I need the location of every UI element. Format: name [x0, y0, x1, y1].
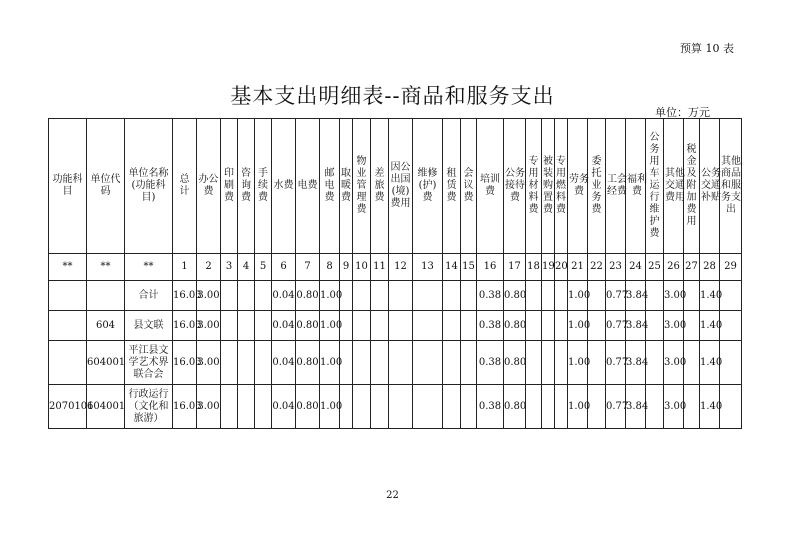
number-cell: 14 [443, 254, 461, 281]
data-cell [371, 281, 389, 311]
number-cell: 10 [353, 254, 371, 281]
table-row [49, 311, 742, 341]
number-cell: 6 [272, 254, 296, 281]
data-cell: 1.00 [320, 341, 340, 385]
header-row [49, 119, 742, 254]
data-cell: 0.77 [606, 281, 626, 311]
unit-label: 单位：万元 [655, 106, 710, 119]
number-cell: 12 [389, 254, 413, 281]
table-row [49, 281, 742, 311]
number-cell: 22 [588, 254, 606, 281]
data-cell [389, 341, 413, 385]
number-cell: 13 [413, 254, 443, 281]
header-cell: 被装购置费 [543, 156, 553, 215]
data-cell [238, 281, 255, 311]
data-cell [371, 385, 389, 429]
data-cell [646, 281, 664, 311]
number-cell: 26 [664, 254, 684, 281]
data-cell [461, 281, 477, 311]
header-cell: 维修(护)费 [417, 168, 438, 203]
data-cell [542, 311, 555, 341]
header-cell: 专用材料费 [528, 156, 539, 215]
data-cell: 3.00 [197, 385, 221, 429]
data-cell [371, 341, 389, 385]
data-cell [646, 311, 664, 341]
data-cell [526, 281, 542, 311]
data-cell [443, 311, 461, 341]
data-cell [542, 341, 555, 385]
data-cell: 0.38 [477, 281, 504, 311]
data-cell [555, 281, 568, 311]
header-cell: 专用燃料费 [556, 156, 566, 215]
data-cell: 0.04 [272, 385, 296, 429]
data-cell [255, 341, 272, 385]
data-cell: 0.38 [477, 311, 504, 341]
header-cell: 单位代码 [90, 174, 121, 197]
number-cell: 5 [255, 254, 272, 281]
data-cell [221, 341, 238, 385]
data-cell [49, 311, 87, 341]
number-cell: 16 [477, 254, 504, 281]
data-cell: 0.80 [504, 341, 526, 385]
data-cell [413, 281, 443, 311]
data-cell: 3.84 [626, 281, 646, 311]
data-cell [461, 385, 477, 429]
number-cell: 29 [720, 254, 742, 281]
data-cell [255, 311, 272, 341]
number-cell: 21 [568, 254, 588, 281]
data-cell: 3.00 [664, 341, 684, 385]
data-cell [443, 281, 461, 311]
data-cell [413, 341, 443, 385]
data-cell: 合计 [125, 281, 173, 311]
data-cell: 行政运行（文化和旅游） [125, 385, 173, 429]
data-cell: 16.03 [173, 341, 197, 385]
data-cell [353, 311, 371, 341]
header-cell: 咨询费 [241, 168, 251, 203]
header-cell: 总计 [179, 174, 190, 197]
data-cell: 0.80 [296, 311, 320, 341]
data-cell [646, 385, 664, 429]
data-cell: 0.04 [272, 341, 296, 385]
data-cell: 0.80 [296, 281, 320, 311]
header-cell: 取暖费 [341, 168, 351, 203]
data-cell [720, 311, 742, 341]
header-cell: 公务接待费 [505, 168, 525, 203]
data-cell [646, 341, 664, 385]
number-cell: 17 [504, 254, 526, 281]
number-cell: 24 [626, 254, 646, 281]
data-cell [588, 281, 606, 311]
number-cell: 28 [700, 254, 720, 281]
header-cell: 电费 [297, 180, 318, 191]
header-cell: 工会经费 [607, 174, 627, 197]
header-cell: 公务交通补贴 [701, 168, 721, 203]
number-cell: 20 [555, 254, 568, 281]
data-cell [353, 281, 371, 311]
number-cell: 9 [340, 254, 353, 281]
data-cell [588, 385, 606, 429]
data-cell [371, 311, 389, 341]
document-number: 预算 10 表 [680, 42, 734, 55]
data-cell [720, 281, 742, 311]
data-cell: 1.40 [700, 385, 720, 429]
data-cell: 1.00 [320, 385, 340, 429]
data-cell: 0.80 [296, 385, 320, 429]
data-cell [526, 311, 542, 341]
table-row [49, 341, 742, 385]
data-cell: 0.80 [296, 341, 320, 385]
data-cell [255, 281, 272, 311]
data-cell: 1.40 [700, 281, 720, 311]
data-cell: 3.84 [626, 341, 646, 385]
data-cell [255, 385, 272, 429]
number-cell: ** [49, 254, 87, 281]
data-cell: 3.00 [664, 281, 684, 311]
data-cell [720, 385, 742, 429]
data-cell: 16.03 [173, 385, 197, 429]
data-cell: 1.00 [320, 311, 340, 341]
data-cell: 1.00 [320, 281, 340, 311]
data-cell [461, 341, 477, 385]
data-cell [413, 385, 443, 429]
data-cell: 0.80 [504, 311, 526, 341]
number-cell: 4 [238, 254, 255, 281]
data-cell [49, 281, 87, 311]
data-cell: 16.03 [173, 311, 197, 341]
data-cell [353, 385, 371, 429]
data-cell [238, 385, 255, 429]
data-cell: 1.00 [568, 281, 588, 311]
data-cell [555, 311, 568, 341]
data-cell: 县文联 [125, 311, 173, 341]
header-cell: 邮电费 [324, 168, 335, 203]
data-cell: 3.84 [626, 385, 646, 429]
data-cell: 1.00 [568, 341, 588, 385]
number-cell: 3 [221, 254, 238, 281]
data-cell: 1.00 [568, 385, 588, 429]
data-cell [353, 341, 371, 385]
data-cell: 3.00 [197, 281, 221, 311]
data-cell: 1.40 [700, 341, 720, 385]
data-cell: 1.00 [568, 311, 588, 341]
data-cell: 1.40 [700, 311, 720, 341]
header-cell: 福利费 [627, 174, 647, 197]
number-cell: 25 [646, 254, 664, 281]
page-number: 22 [386, 490, 399, 501]
data-cell: 0.77 [606, 341, 626, 385]
data-cell [555, 341, 568, 385]
column-number-row [49, 254, 742, 281]
page-title: 基本支出明细表--商品和服务支出 [230, 84, 555, 108]
data-cell [588, 311, 606, 341]
header-cell: 手续费 [258, 168, 268, 203]
data-cell [542, 385, 555, 429]
data-cell [526, 385, 542, 429]
data-cell [542, 281, 555, 311]
data-cell [87, 281, 125, 311]
header-cell: 功能科目 [52, 174, 83, 197]
data-cell [221, 281, 238, 311]
table-row [49, 385, 742, 429]
data-cell [221, 311, 238, 341]
data-cell [555, 385, 568, 429]
header-cell: 租赁费 [446, 168, 457, 203]
header-cell: 税金及附加费用 [686, 144, 697, 227]
expense-table [48, 118, 742, 429]
data-cell: 0.04 [272, 311, 296, 341]
data-cell [588, 341, 606, 385]
data-cell: 0.38 [477, 385, 504, 429]
data-cell [389, 385, 413, 429]
data-cell: 3.00 [664, 311, 684, 341]
data-cell [389, 281, 413, 311]
data-cell: 平江县文学艺术界联合会 [125, 341, 173, 385]
data-cell [238, 311, 255, 341]
number-cell: ** [125, 254, 173, 281]
data-cell: 0.77 [606, 385, 626, 429]
number-cell: ** [87, 254, 125, 281]
data-cell: 2070101 [49, 385, 87, 429]
header-cell: 印刷费 [224, 168, 234, 203]
header-cell: 委托业务费 [591, 156, 602, 215]
data-cell: 604001 [87, 385, 125, 429]
header-cell: 其他交通费用 [665, 168, 685, 203]
number-cell: 11 [371, 254, 389, 281]
data-cell: 0.80 [504, 281, 526, 311]
data-cell [443, 341, 461, 385]
number-cell: 23 [606, 254, 626, 281]
header-cell: 办公费 [198, 174, 219, 197]
data-cell [526, 341, 542, 385]
data-cell [443, 385, 461, 429]
header-cell: 因公出国(境)费用 [390, 162, 411, 209]
number-cell: 7 [296, 254, 320, 281]
number-cell: 2 [197, 254, 221, 281]
data-cell: 0.80 [504, 385, 526, 429]
header-cell: 水费 [273, 180, 294, 191]
number-cell: 8 [320, 254, 340, 281]
data-cell [221, 385, 238, 429]
data-cell: 0.04 [272, 281, 296, 311]
data-cell: 3.00 [664, 385, 684, 429]
data-cell [461, 311, 477, 341]
header-cell: 公务用车运行维护费 [649, 132, 660, 239]
number-cell: 15 [461, 254, 477, 281]
data-cell: 3.00 [197, 311, 221, 341]
header-cell: 其他商品和服务支出 [721, 156, 741, 215]
data-cell [238, 341, 255, 385]
data-cell: 604001 [87, 341, 125, 385]
number-cell: 19 [542, 254, 555, 281]
header-cell: 会议费 [463, 168, 474, 203]
number-cell: 1 [173, 254, 197, 281]
data-cell [720, 341, 742, 385]
data-cell [413, 311, 443, 341]
number-cell: 18 [526, 254, 542, 281]
data-cell: 16.03 [173, 281, 197, 311]
data-cell: 0.77 [606, 311, 626, 341]
header-cell: 物业管理费 [356, 156, 367, 215]
number-cell: 27 [684, 254, 700, 281]
data-cell: 3.00 [197, 341, 221, 385]
data-cell [49, 341, 87, 385]
data-cell [389, 311, 413, 341]
header-cell: 单位名称(功能科目) [128, 168, 169, 203]
header-cell: 差旅费 [374, 168, 385, 203]
data-cell: 604 [87, 311, 125, 341]
data-cell: 3.84 [626, 311, 646, 341]
header-cell: 劳务费 [569, 174, 589, 197]
header-cell: 培训费 [480, 174, 500, 197]
data-cell: 0.38 [477, 341, 504, 385]
